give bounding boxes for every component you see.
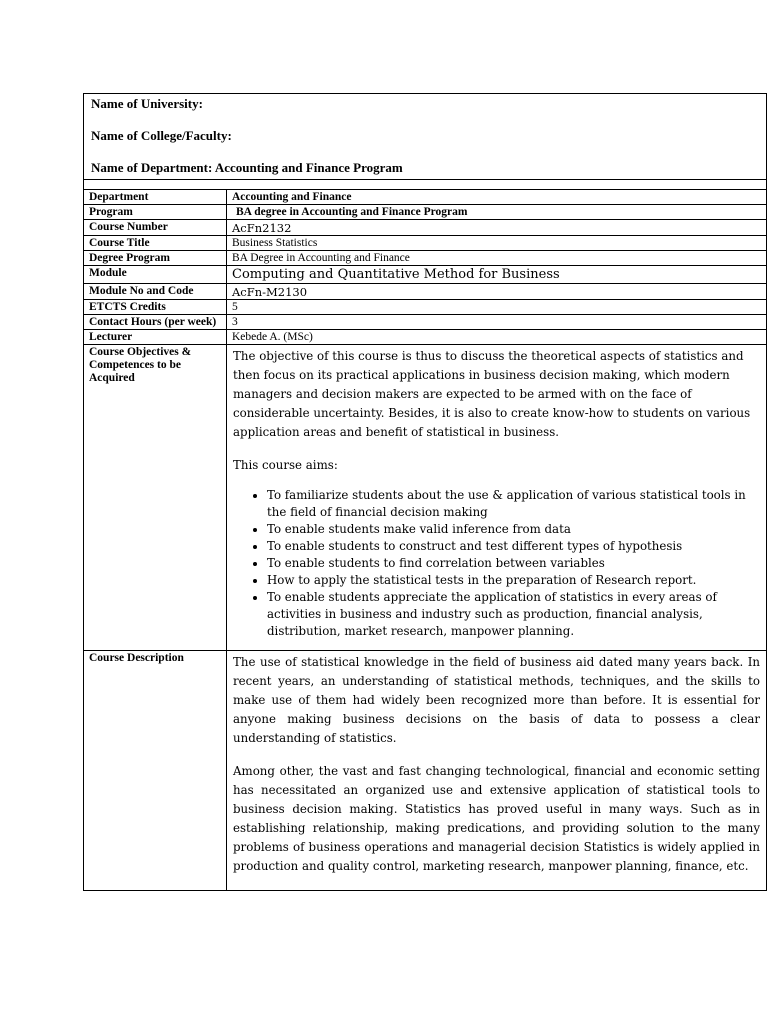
- row-label: Module: [84, 266, 227, 284]
- aims-list: [233, 487, 760, 640]
- row-label: Department: [84, 190, 227, 205]
- contact-hours-value: 3: [227, 315, 767, 330]
- lecturer-value: Kebede A. (MSc): [227, 330, 767, 345]
- course-document: [83, 93, 767, 891]
- objectives-intro: The objective of this course is thus to discuss the theoretical aspects of statistics and then focus on its practical applications in business decision making, which modern managers and decision makers are expected to be armed with on the face of considerable uncertainty. Besides, it is also to create know-how to students on various application areas and benefit of statistical in business.: [233, 349, 751, 439]
- module-value: Computing and Quantitative Method for Business: [227, 266, 767, 284]
- row-label: Course Title: [84, 236, 227, 251]
- table-row: [84, 190, 766, 205]
- table-row: [84, 345, 766, 651]
- degree-program-value: BA Degree in Accounting and Finance: [227, 251, 767, 266]
- course-title-value: Business Statistics: [227, 236, 767, 251]
- table-row: [84, 330, 766, 345]
- table-row: [84, 266, 766, 284]
- row-label: Contact Hours (per week): [84, 315, 227, 330]
- table-row: [84, 300, 766, 315]
- row-label: Degree Program: [84, 251, 227, 266]
- list-item: • To enable students to construct and test different types of hypothesis: [267, 538, 760, 555]
- list-item: • To enable students make valid inference from data: [267, 521, 760, 538]
- row-label: Course Objectives & Competences to be Acquired: [84, 345, 227, 651]
- description-paragraph-1: The use of statistical knowledge in the field of business aid dated many years back. In recent years, an understanding of statistical methods, techniques, and the skills to make use of them had widely been recognized more than before. It is essential for anyone making business decisions on the basis of data to possess a clear understanding of statistics.: [233, 655, 760, 745]
- row-label: Lecturer: [84, 330, 227, 345]
- row-label: ETCTS Credits: [84, 300, 227, 315]
- list-item: • How to apply the statistical tests in the preparation of Research report.: [267, 572, 760, 589]
- list-item: • To familiarize students about the use & application of various statistical tools in the field of financial decision making: [267, 487, 760, 521]
- description-paragraph-2: Among other, the vast and fast changing technological, financial and economic setting has necessitated an organized use and extensive application of statistical tools to business decision making. Statistics has proved useful in many ways. Such as in establishing relationship, making predications, and providing solution to the many problems of business operations and managerial decision Statistics is widely applied in production and quality control, marketing research, manpower planning, finance, etc.: [233, 764, 760, 873]
- description-cell: [227, 651, 767, 891]
- table-row: [84, 236, 766, 251]
- table-row: [84, 251, 766, 266]
- list-item: • To enable students to find correlation between variables: [267, 555, 760, 572]
- department-label: Name of Department: Accounting and Finance Program: [91, 160, 403, 175]
- document-header: [84, 94, 766, 180]
- row-label: Module No and Code: [84, 284, 227, 300]
- department-value: Accounting and Finance: [227, 190, 767, 205]
- etcts-value: 5: [227, 300, 767, 315]
- aims-heading: This course aims:: [233, 458, 338, 472]
- list-item: • To enable students appreciate the application of statistics in every areas of activities in business and industry such as production, financial analysis, distribution, market research, manpower planning.: [267, 589, 760, 640]
- course-number-value: AcFn2132: [227, 220, 767, 236]
- table-row: [84, 205, 766, 220]
- table-row: [84, 651, 766, 891]
- university-label: Name of University:: [91, 96, 203, 111]
- table-row: [84, 315, 766, 330]
- row-label: Course Number: [84, 220, 227, 236]
- spacer-row: [84, 180, 766, 190]
- program-value: BA degree in Accounting and Finance Program: [227, 205, 767, 220]
- college-label: Name of College/Faculty:: [91, 128, 232, 143]
- objectives-cell: [227, 345, 767, 651]
- course-info-table: [84, 190, 766, 890]
- table-row: [84, 284, 766, 300]
- row-label: Program: [84, 205, 227, 220]
- table-row: [84, 220, 766, 236]
- module-no-value: AcFn-M2130: [227, 284, 767, 300]
- row-label: Course Description: [84, 651, 227, 891]
